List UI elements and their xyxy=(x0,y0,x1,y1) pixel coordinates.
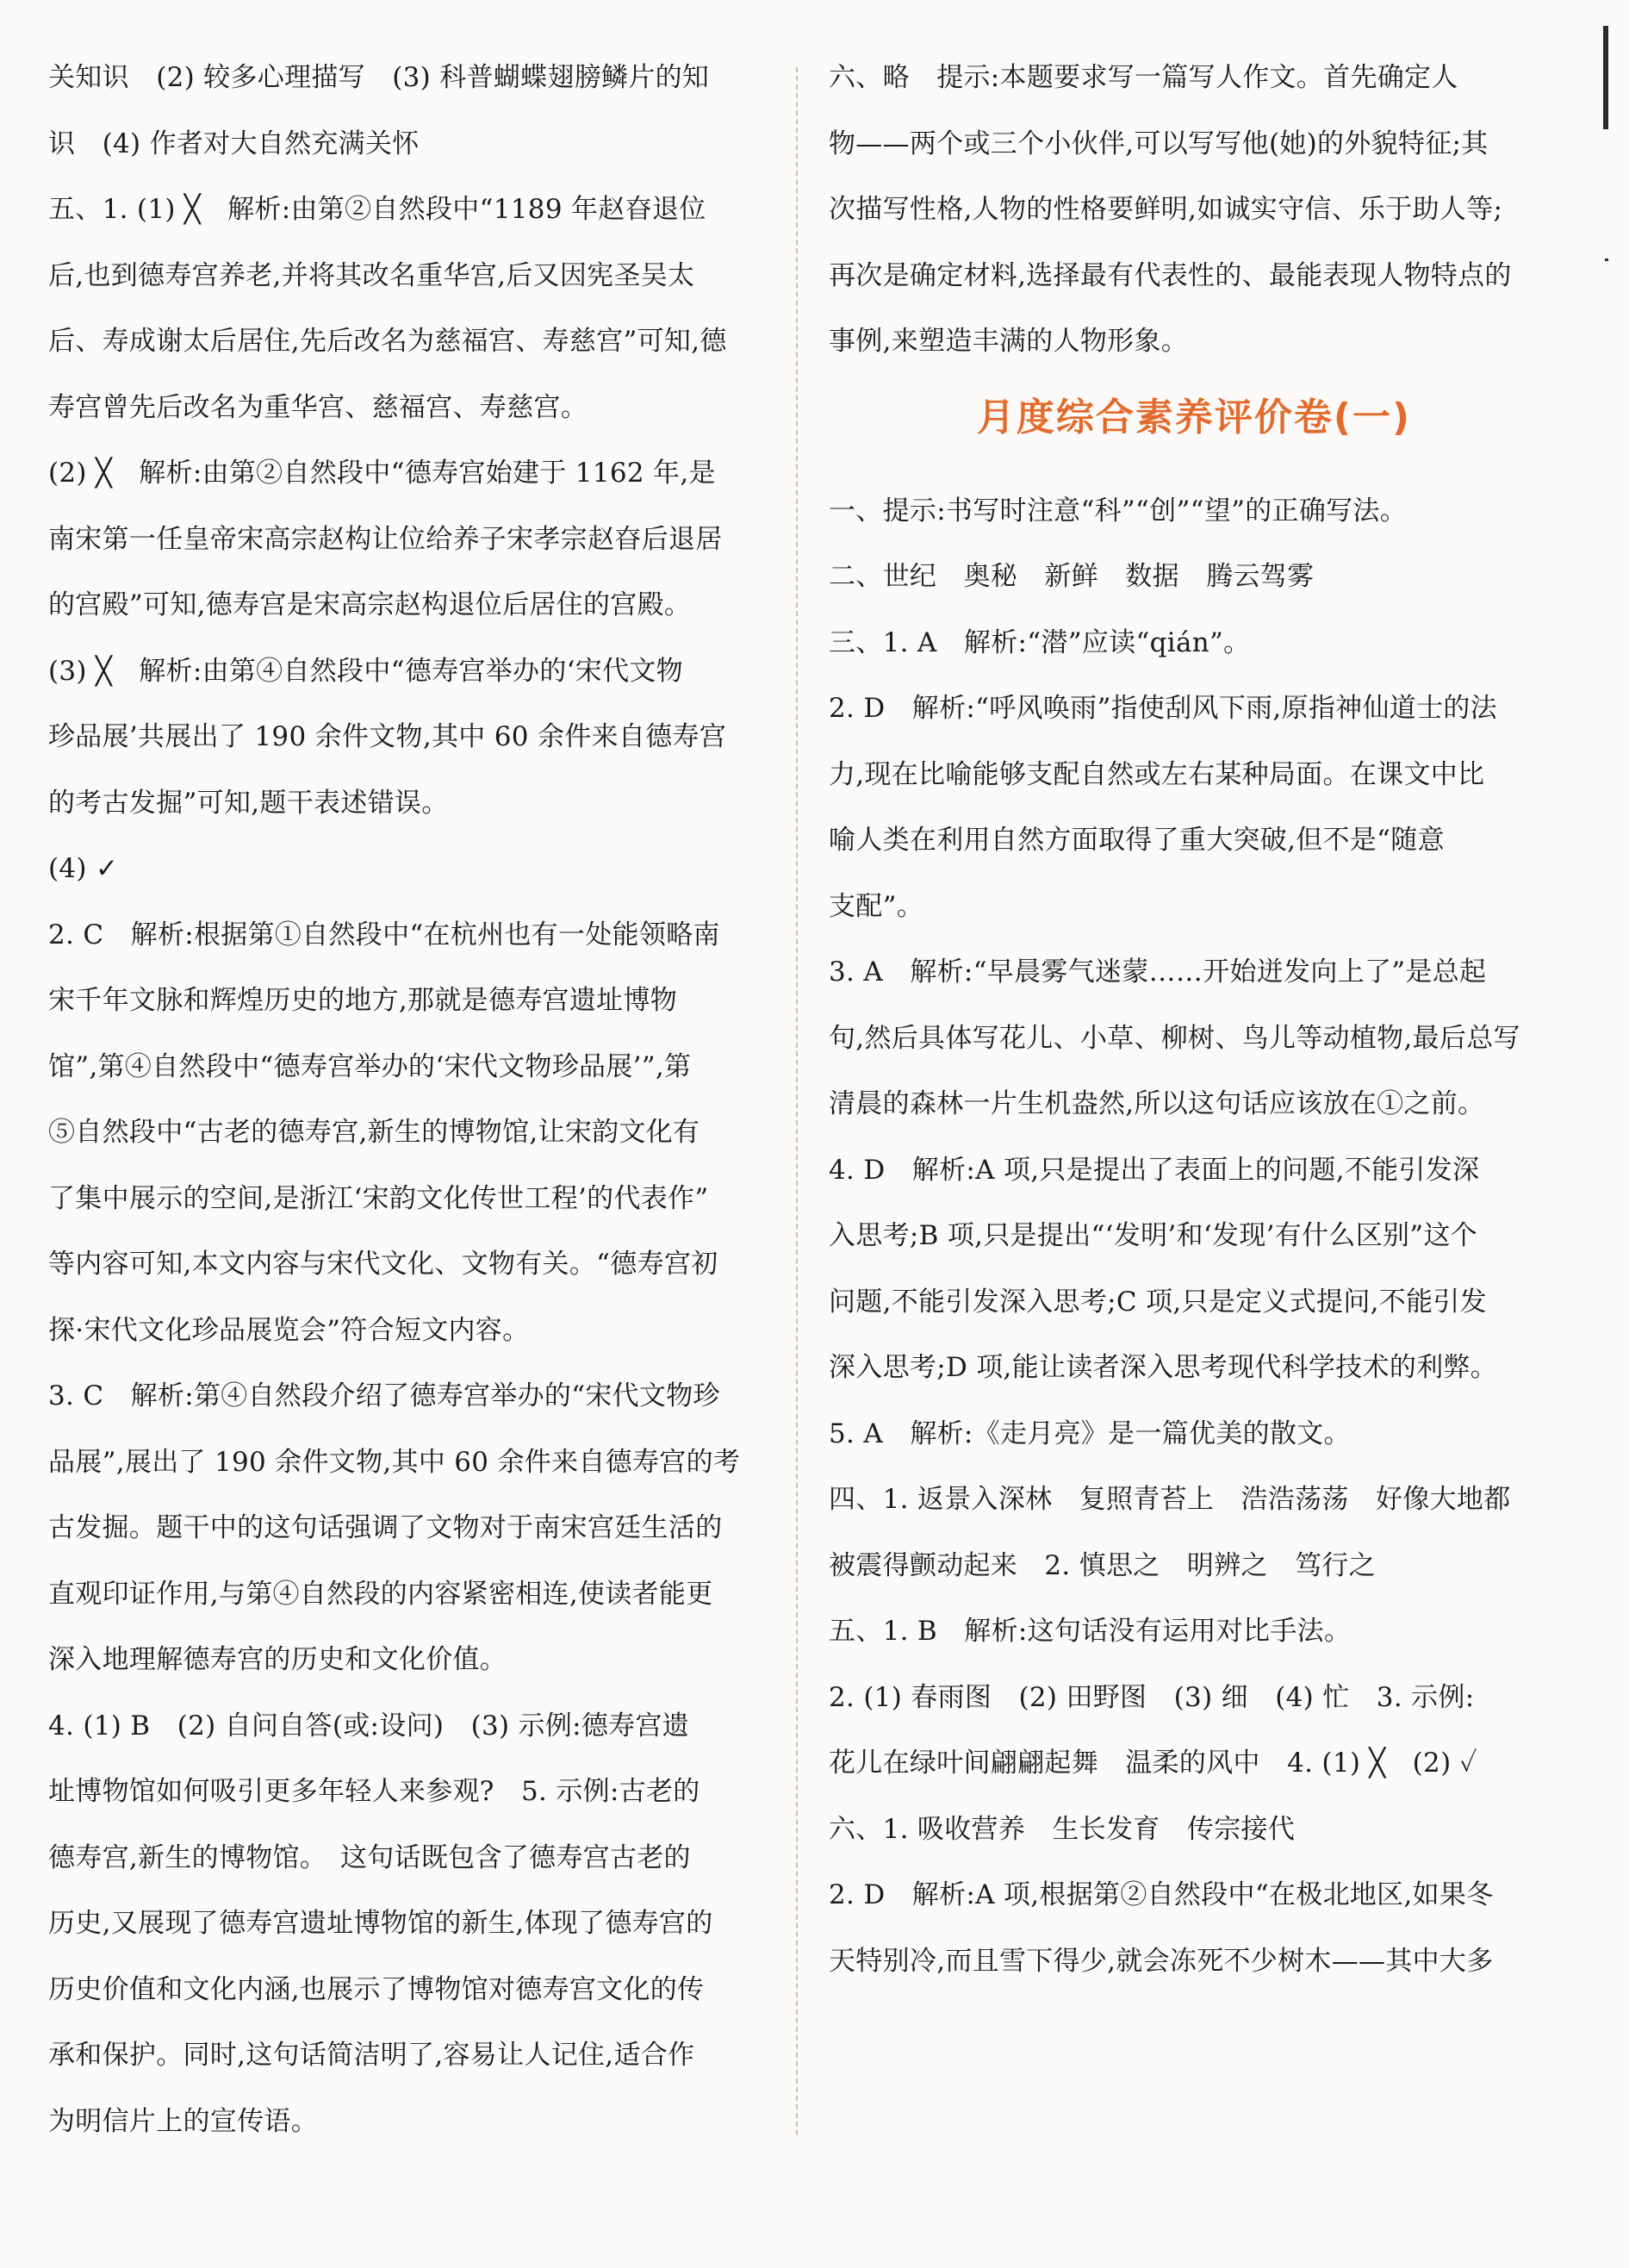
answer-line: 次描写性格,人物的性格要鲜明,如诚实守信、乐于助人等; xyxy=(829,194,1503,225)
answer-line: 物——两个或三个小伙伴,可以写写他(她)的外貌特征;其 xyxy=(829,128,1489,159)
answer-line: (3) ╳ 解析:由第④自然段中“德寿宫举办的‘宋代文物 xyxy=(48,655,683,687)
answer-line: 再次是确定材料,选择最有代表性的、最能表现人物特点的 xyxy=(829,259,1512,291)
answer-line: 珍品展’共展出了 190 余件文物,其中 60 余件来自德寿宫 xyxy=(48,721,727,752)
page-edge-mark xyxy=(1603,26,1608,129)
answer-line: 喻人类在利用自然方面取得了重大突破,但不是“随意 xyxy=(829,825,1445,856)
left-answer-column xyxy=(48,62,765,2171)
answer-line: 一、提示:书写时注意“科”“创”“望”的正确写法。 xyxy=(829,495,1408,526)
answer-line: 馆”,第④自然段中“德寿宫举办的‘宋代文物珍品展’”,第 xyxy=(48,1050,692,1082)
answer-line: 德寿宫,新生的博物馆。 这句话既包含了德寿宫古老的 xyxy=(48,1841,691,1873)
answer-line: 直观印证作用,与第④自然段的内容紧密相连,使读者能更 xyxy=(48,1578,713,1610)
composition-hint-block xyxy=(829,62,1559,357)
answer-line: 历史,又展现了德寿宫遗址博物馆的新生,体现了德寿宫的 xyxy=(48,1908,713,1939)
answer-line: 深入地理解德寿宫的历史和文化价值。 xyxy=(48,1644,507,1675)
answer-line: 深入思考;D 项,能让读者深入思考现代科学技术的利弊。 xyxy=(829,1352,1498,1383)
answer-line: 历史价值和文化内涵,也展示了博物馆对德寿宫文化的传 xyxy=(48,1973,705,2005)
answer-line: (2) ╳ 解析:由第②自然段中“德寿宫始建于 1162 年,是 xyxy=(48,458,716,489)
answer-line: 支配”。 xyxy=(829,890,924,922)
answer-line: 问题,不能引发深入思考;C 项,只是定义式提问,不能引发 xyxy=(829,1286,1487,1318)
answer-line: 址博物馆如何吸引更多年轻人来参观? 5. 示例:古老的 xyxy=(48,1776,700,1807)
answer-line: 5. A 解析:《走月亮》是一篇优美的散文。 xyxy=(829,1418,1351,1449)
answer-line: 2. (1) 春雨图 (2) 田野图 (3) 细 (4) 忙 3. 示例: xyxy=(829,1681,1475,1713)
answer-line: 四、1. 返景入深林 复照青苔上 浩浩荡荡 好像大地都 xyxy=(829,1484,1511,1515)
answer-line: 寿宫曾先后改名为重华宫、慈福宫、寿慈宫。 xyxy=(48,391,588,423)
answer-line: 花儿在绿叶间翩翩起舞 温柔的风中 4. (1) ╳ (2) ✓ xyxy=(829,1748,1477,1779)
answer-line: 清晨的森林一片生机盎然,所以这句话应该放在①之前。 xyxy=(829,1088,1485,1119)
answer-line: 了集中展示的空间,是浙江‘宋韵文化传世工程’的代表作” xyxy=(48,1182,709,1214)
answer-line: 天特别冷,而且雪下得少,就会冻死不少树木——其中大多 xyxy=(829,1945,1494,1977)
answer-line: 2. C 解析:根据第①自然段中“在杭州也有一处能领略南 xyxy=(48,919,720,950)
answer-line: 3. A 解析:“早晨雾气迷蒙……开始迸发向上了”是总起 xyxy=(829,956,1487,988)
answer-line: ⑤自然段中“古老的德寿宫,新生的博物馆,让宋韵文化有 xyxy=(48,1117,700,1148)
answer-line: 事例,来塑造丰满的人物形象。 xyxy=(829,326,1189,357)
answer-line: 三、1. A 解析:“潜”应读“qián”。 xyxy=(829,626,1251,658)
answer-line: 入思考;B 项,只是提出“‘发明’和‘发现’有什么区别”这个 xyxy=(829,1220,1478,1251)
answer-line: 为明信片上的宣传语。 xyxy=(48,2105,318,2137)
answer-line: 的考古发掘”可知,题干表述错误。 xyxy=(48,787,449,819)
answer-line: 五、1. (1) ╳ 解析:由第②自然段中“1189 年赵昚退位 xyxy=(48,194,706,225)
section-title: 月度综合素养评价卷(一) xyxy=(976,395,1412,439)
answer-line: 承和保护。同时,这句话简洁明了,容易让人记住,适合作 xyxy=(48,2040,695,2071)
answer-line: 被震得颤动起来 2. 慎思之 明辨之 笃行之 xyxy=(829,1549,1377,1581)
answer-line: 的宫殿”可知,德寿宫是宋高宗赵构退位后居住的宫殿。 xyxy=(48,589,692,620)
answer-line: 识 (4) 作者对大自然充满关怀 xyxy=(48,128,420,159)
right-answer-column xyxy=(829,62,1559,2011)
answer-line: 2. D 解析:“呼风唤雨”指使刮风下雨,原指神仙道士的法 xyxy=(829,693,1497,724)
answer-line: 五、1. B 解析:这句话没有运用对比手法。 xyxy=(829,1616,1352,1647)
answer-line: 六、略 提示:本题要求写一篇写人作文。首先确定人 xyxy=(829,62,1458,93)
answer-line: 4. D 解析:A 项,只是提出了表面上的问题,不能引发深 xyxy=(829,1154,1480,1186)
answer-line: 南宋第一任皇帝宋高宗赵构让位给养子宋孝宗赵昚后退居 xyxy=(48,523,723,555)
answer-line: 4. (1) B (2) 自问自答(或:设问) (3) 示例:德寿宫遗 xyxy=(48,1710,690,1742)
answer-line: 探·宋代文化珍品展览会”符合短文内容。 xyxy=(48,1314,530,1346)
answer-line: 2. D 解析:A 项,根据第②自然段中“在极北地区,如果冬 xyxy=(829,1879,1494,1910)
answer-line: 等内容可知,本文内容与宋代文化、文物有关。“德寿宫初 xyxy=(48,1249,718,1280)
answer-line: 六、1. 吸收营养 生长发育 传宗接代 xyxy=(829,1813,1296,1845)
answer-line: 关知识 (2) 较多心理描写 (3) 科普蝴蝶翅膀鳞片的知 xyxy=(48,62,710,93)
answer-line: 品展”,展出了 190 余件文物,其中 60 余件来自德寿宫的考 xyxy=(48,1446,741,1478)
monthly-test-answers xyxy=(829,495,1559,1977)
page-edge-mark xyxy=(1605,259,1608,261)
answer-line: 句,然后具体写花儿、小草、柳树、鸟儿等动植物,最后总写 xyxy=(829,1022,1520,1054)
answer-line: 宋千年文脉和辉煌历史的地方,那就是德寿宫遗址博物 xyxy=(48,985,678,1016)
column-divider xyxy=(796,67,798,2135)
answer-line: 古发掘。题干中的这句话强调了文物对于南宋宫廷生活的 xyxy=(48,1512,723,1543)
answer-line: 力,现在比喻能够支配自然或左右某种局面。在课文中比 xyxy=(829,758,1485,790)
answer-line: (4) ✓ xyxy=(48,853,119,884)
answer-line: 后,也到德寿宫养老,并将其改名重华宫,后又因宪圣吴太 xyxy=(48,259,695,291)
answer-line: 后、寿成谢太后居住,先后改名为慈福宫、寿慈宫”可知,德 xyxy=(48,326,727,357)
answer-line: 3. C 解析:第④自然段介绍了德寿宫举办的“宋代文物珍 xyxy=(48,1380,720,1411)
answer-line: 二、世纪 奥秘 新鲜 数据 腾云驾雾 xyxy=(829,561,1315,592)
